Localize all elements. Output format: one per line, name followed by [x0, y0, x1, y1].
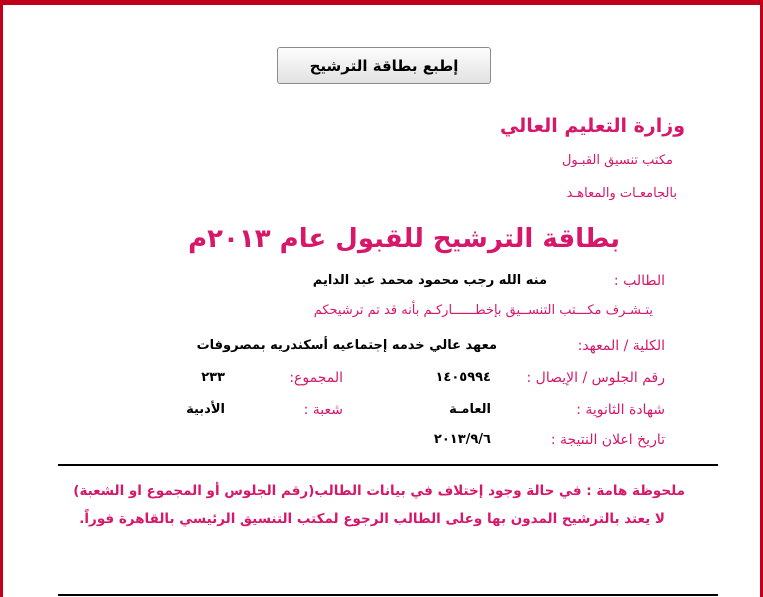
seat-number-value: ١٤٠٥٩٩٤: [435, 370, 491, 385]
card-title: بطاقة الترشيح للقبول عام ٢٠١٣م: [188, 224, 620, 254]
result-date-value: ٢٠١٣/٩/٦: [433, 432, 491, 447]
student-name-value: منه الله رجب محمود محمد عبد الدايم: [312, 273, 547, 288]
total-score-value: ٢٣٣: [201, 370, 225, 385]
divider-top: [58, 464, 718, 466]
branch-value: الأدبية: [186, 402, 225, 417]
branch-label: شعبة :: [303, 402, 343, 418]
important-note-line1: ملحوظة هامة : في حالة وجود إختلاف في بيانات الطالب(رقم الجلوس أو المجموع او الشعبة): [73, 483, 685, 499]
divider-bottom: [58, 594, 718, 596]
print-card-button[interactable]: إطبع بطاقة الترشيح: [277, 47, 491, 84]
total-score-label: المجموع:: [289, 370, 343, 386]
seat-number-label: رقم الجلوس / الإيصال :: [526, 370, 665, 386]
nomination-notice: يتـشـرف مكـــتب التنســيق بإخطــــــاركـم بأنه قد تم ترشيحكم: [313, 303, 653, 318]
student-name-label: الطالب :: [613, 273, 665, 289]
important-note-line2: لا يعتد بالترشيح المدون بها وعلى الطالب الرجوع لمكتب التنسيق الرئيسي بالقاهرة فوراً.: [79, 511, 665, 527]
faculty-label: الكلية / المعهد:: [577, 338, 665, 354]
ministry-title: وزارة التعليم العالي: [499, 115, 685, 137]
top-frame-bar: [0, 0, 763, 5]
certificate-label: شهادة الثانوية :: [576, 402, 665, 418]
certificate-value: العامـة: [449, 402, 491, 417]
office-name-line2: بالجامعـات والمعاهـد: [566, 186, 677, 201]
left-frame-border: [0, 0, 3, 597]
faculty-value: معهد عالي خدمه إجتماعيه أسكندريه بمصروفات: [196, 338, 497, 353]
office-name-line1: مكتب تنسيق القبـول: [561, 153, 673, 168]
result-date-label: تاريخ اعلان النتيجة :: [550, 432, 665, 448]
